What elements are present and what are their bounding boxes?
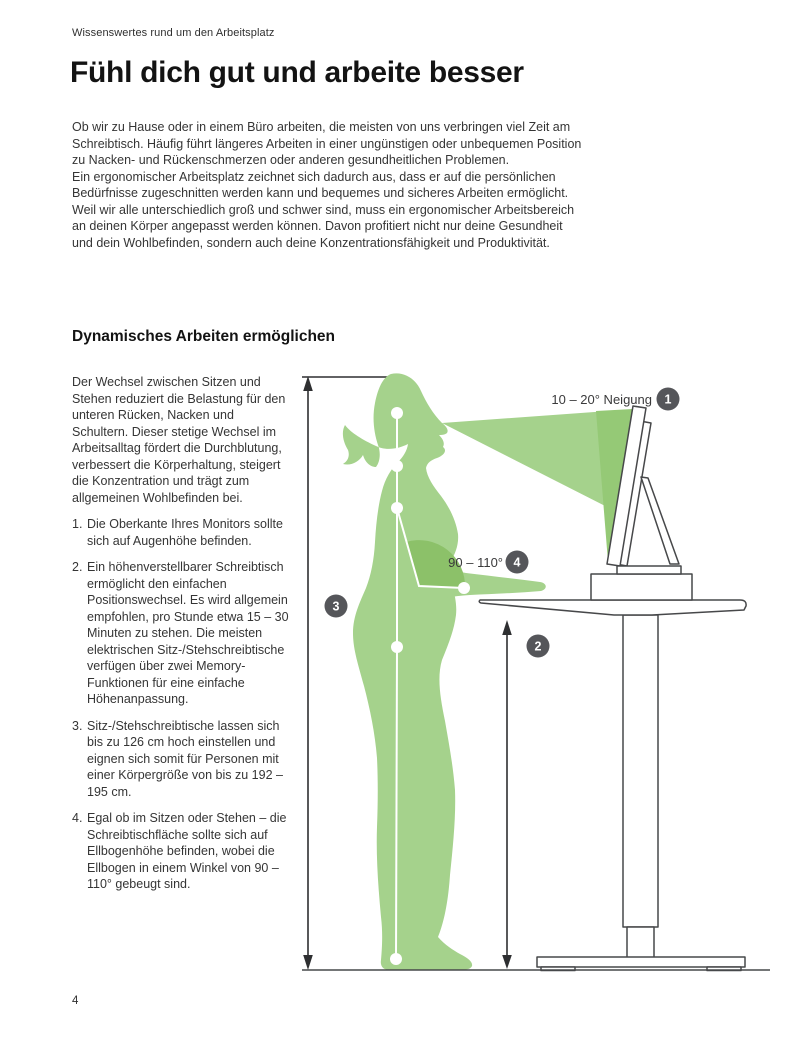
- page-number: 4: [72, 995, 79, 1007]
- section-heading: Dynamisches Arbeiten ermöglichen: [72, 328, 336, 345]
- list-item: [72, 516, 291, 549]
- intro-text: [72, 119, 584, 251]
- desk-tabletop: [479, 600, 746, 615]
- list-item: [72, 810, 291, 893]
- desk-base: [537, 957, 745, 967]
- eyebrow: Wissenswertes rund um den Arbeitsplatz: [72, 27, 275, 39]
- list-item: [72, 718, 291, 801]
- intro-paragraph-1: Ob wir zu Hause oder in einem Büro arbeiten, die meisten von uns verbringen viel Zeit am Schreibtisch. Häufig führt längeres Arbeiten in einer ungünstigen oder unbequemen Position zu Nacken- und Rückenschmerzen oder anderen gesundheitlichen Problemen.: [72, 120, 582, 167]
- monitor-stand-strut: [641, 477, 679, 564]
- desk-height-arrow: [502, 620, 512, 969]
- joint-dot-neck: [391, 460, 403, 472]
- ergonomics-diagram: [290, 365, 770, 985]
- desk-column: [623, 615, 658, 927]
- joint-dot-shoulder: [391, 502, 403, 514]
- page-title: Fühl dich gut und arbeite besser: [70, 56, 524, 89]
- svg-text:1: 1: [664, 392, 672, 407]
- desk-column-lower: [627, 927, 654, 958]
- svg-text:3: 3: [332, 599, 340, 614]
- person-body: [343, 373, 472, 970]
- badge-body-height: [325, 595, 348, 618]
- joint-dot-head: [391, 407, 403, 419]
- joint-dot-ankle: [390, 953, 402, 965]
- badge-desk-height: [527, 635, 550, 658]
- monitor-riser: [591, 574, 692, 600]
- section-intro: Der Wechsel zwischen Sitzen und Stehen reduziert die Belastung für den unteren Rücken, Nacken und Schultern. Dieser stetige Wechsel im Arbeitsalltag fördert die Durchblutung, verbessert die Körperhaltung, steigert die Konzentration und trägt zum allgemeinen Wohlbefinden bei.: [72, 375, 286, 505]
- list-item: [72, 559, 291, 708]
- standing-desk: [479, 574, 746, 971]
- person-silhouette: [343, 373, 636, 970]
- badge-monitor: [657, 388, 680, 411]
- list-item-text: Ein höhenverstellbarer Schreibtisch ermöglicht den einfachen Positionswechsel. Es wird allgemein empfohlen, pro Stunde etwa 15 – 30 Minuten zu stehen. Die meisten elektrischen Sitz-/Stehschreibtische verfügen über zwei Memory-Funktionen für eine einfache Höhenanpassung.: [87, 560, 289, 706]
- list-item-number: 3.: [72, 718, 83, 733]
- list-item-number: 2.: [72, 560, 83, 574]
- svg-text:2: 2: [534, 639, 542, 654]
- intro-paragraph-2: Ein ergonomischer Arbeitsplatz zeichnet sich dadurch aus, dass er auf die persönlichen Bedürfnisse zugeschnitten werden kann und bequemes und sicheres Arbeiten ermöglicht. Weil wir alle unterschiedlich groß und schwer sind, muss ein ergonomischer Arbeitsbereich an deinen Körper angepasst werden können. Davon profitiert nicht nur deine Gesundheit und dein Wohlbefinden, sondern auch deine Konzentrationsfähigkeit und Produktivität.: [72, 169, 575, 250]
- monitor-stand-base: [617, 566, 681, 574]
- svg-text:4: 4: [513, 555, 521, 570]
- list-item-number: 4.: [72, 811, 83, 825]
- elbow-angle-label: 90 – 110°: [448, 555, 503, 570]
- list-item-number: 1.: [72, 517, 83, 531]
- list-item-text: Egal ob im Sitzen oder Stehen – die Schreibtischfläche sollte sich auf Ellbogenhöhe befinden, wobei die Ellbogen in einem Winkel von 90 – 110° gebeugt sind.: [87, 811, 287, 891]
- section-text-column: [72, 374, 291, 903]
- badge-elbow: [506, 551, 529, 574]
- joint-dot-wrist: [458, 582, 470, 594]
- list-item-text: Die Oberkante Ihres Monitors sollte sich auf Augenhöhe befinden.: [87, 517, 283, 548]
- joint-dot-hip: [391, 641, 403, 653]
- spine-line: [396, 413, 397, 959]
- list-item-text: Sitz-/Stehschreibtische lassen sich bis zu 126 cm hoch einstellen und eignen sich somit für Personen mit einer Körpergröße von bis zu 192 – 195 cm.: [87, 718, 283, 799]
- monitor-tilt-label: 10 – 20° Neigung: [551, 392, 652, 407]
